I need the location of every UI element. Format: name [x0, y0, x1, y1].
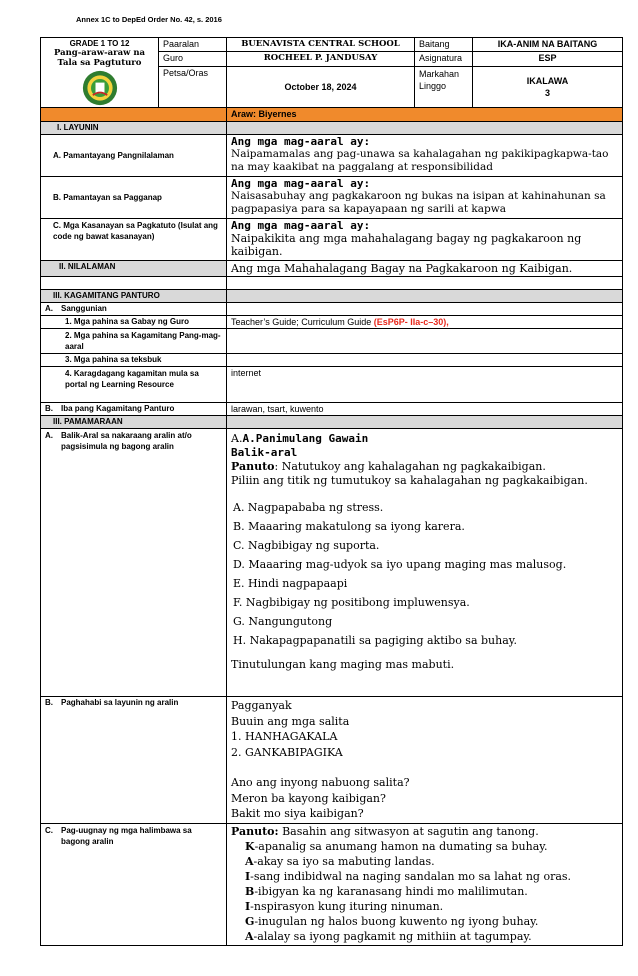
date-label: Petsa/Oras — [159, 66, 227, 107]
pagganyak-line: Meron ba kayong kaibigan? — [231, 791, 386, 805]
pagganap-title: Ang mga mag-aaral ay: — [231, 177, 371, 190]
acrostic-line: A-akay sa iyo sa mabuting landas. — [245, 854, 435, 868]
layunin-heading: I. LAYUNIN — [41, 122, 227, 135]
pag-uugnay-text: Pag-uugnay ng mga halimbawa sa bagong aralin — [61, 825, 192, 846]
pagganap-label: B. Pamantayan sa Pagganap — [41, 177, 227, 219]
pagganyak-line: Bakit mo siya kaibigan? — [231, 807, 364, 820]
choice-item: F. Nagbibigay ng positibong impluwensya. — [233, 596, 470, 609]
iba-text: Iba pang Kagamitang Panturo — [61, 404, 175, 413]
acrostic-line: I-nspirasyon kung ituring ninuman. — [245, 899, 444, 913]
paghahabi-content — [227, 697, 623, 824]
acrostic-line: K-apanalig sa anumang hamon na dumating sa buhay. — [245, 839, 548, 853]
school-value: BUENAVISTA CENTRAL SCHOOL — [227, 38, 415, 52]
subject-value: ESP — [473, 52, 623, 66]
pagganap-content — [227, 177, 623, 219]
balik-aral-content — [227, 429, 623, 697]
s2-label: 2. Mga pahina sa Kagamitang Pang-mag-aaral — [41, 329, 227, 354]
balik-aral-text: Balik-Aral sa nakaraang aralin at/o pagsisimula ng bagong aralin — [61, 431, 192, 451]
sanggunian-text: Sanggunian — [61, 304, 107, 313]
iba-label: B. Iba pang Kagamitang Panturo — [41, 403, 227, 416]
grade-block — [41, 38, 159, 108]
choices-list — [231, 498, 618, 650]
layunin-spacer — [227, 122, 623, 135]
deped-seal-logo — [82, 70, 118, 106]
choice-item: H. Nakapagpapanatili sa pagiging aktibo sa buhay. — [233, 634, 518, 647]
balik-aral-sub: Balik-aral — [231, 446, 298, 459]
pagganyak-line: Buuin ang mga salita — [231, 714, 350, 728]
blank-row-left — [41, 277, 227, 290]
s4-label: 4. Karagdagang kagamitan mula sa portal ng Learning Resource — [41, 367, 227, 403]
blank-row-right — [227, 277, 623, 290]
day-label: Araw: Biyernes — [227, 108, 623, 122]
nilalaman-value: Ang mga Mahahalagang Bagay na Pagkakaroon ng Kaibigan. — [227, 261, 623, 277]
acrostic-line: A-alalay sa iyong pagkamit ng mithiin at tagumpay. — [245, 929, 532, 943]
pagganyak-line: Ano ang inyong nabuong salita? — [231, 776, 410, 789]
s4-value: internet — [227, 367, 623, 403]
s3-label: 3. Mga pahina sa teksbuk — [41, 354, 227, 367]
pamantayang-text: Naipamamalas ang pag-unawa sa kahalagahan ng pakikipagkapwa-tao na may kaakibat na paggalang at responsibilidad — [231, 148, 609, 173]
sanggunian-value — [227, 303, 623, 316]
s3-value — [227, 354, 623, 367]
pagganyak-line: 1. HANHAGAKALA — [231, 730, 338, 743]
pamamaraan-heading: III. PAMAMARAAN — [41, 416, 227, 429]
kasanayan-text: Naipakikita ang mga mahahalagang bagay ng pagkakaroon ng kaibigan. — [231, 232, 582, 258]
s1-label: 1. Mga pahina sa Gabay ng Guro — [41, 316, 227, 329]
quarter-value: IKALAWA — [526, 75, 569, 86]
grade-subtitle: Pang-araw-araw na Tala sa Pagtuturo — [53, 48, 146, 68]
subject-label: Asignatura — [415, 52, 473, 66]
grade-title: GRADE 1 TO 12 — [69, 39, 130, 48]
kasanayan-label: C. Mga Kasanayan sa Pagkatuto (Isulat ang code ng bawat kasanayan) — [41, 219, 227, 261]
pagganap-text: Naisasabuhay ang pagkakaroon ng bukas na isipan at kahinahunan sa pagpapasiya para sa kapayapaan ng sarili at kapwa — [231, 190, 606, 215]
balik-aral-label: A. Balik-Aral sa nakaraang aralin at/o pagsisimula ng bagong aralin — [41, 429, 227, 697]
s2-value — [227, 329, 623, 354]
week-value: 3 — [544, 87, 550, 98]
choice-item: C. Nagbibigay ng suporta. — [233, 539, 380, 552]
panimulang-title: A.A.Panimulang Gawain — [231, 432, 369, 445]
acrostic-line: B-ibigyan ka ng karanasang hindi mo malilimutan. — [245, 884, 528, 898]
annex-label: Annex 1C to DepEd Order No. 42, s. 2016 — [76, 15, 222, 24]
paghahabi-text: Paghahabi sa layunin ng aralin — [61, 698, 179, 707]
paghahabi-label: B. Paghahabi sa layunin ng aralin — [41, 697, 227, 824]
acrostic-line: G-inugulan ng halos buong kuwento ng iyong buhay. — [245, 914, 539, 928]
grade-level-label: Baitang — [415, 38, 473, 52]
pamantayang-content — [227, 135, 623, 177]
choice-item: B. Maaaring makatulong sa iyong karera. — [233, 520, 465, 533]
choice-item: A. Nagpapababa ng stress. — [233, 501, 384, 514]
s1-value-text: Teacher’s Guide; Curriculum Guide — [231, 317, 372, 327]
teacher-value: ROCHEEL P. JANDUSAY — [227, 52, 415, 66]
choice-item: G. Nangungutong — [233, 615, 333, 628]
acrostic-line: I-sang indibidwal na naging sandalan mo sa lahat ng oras. — [245, 869, 572, 883]
pagganyak-line: Pagganyak — [231, 699, 292, 712]
kagamitan-heading: III. KAGAMITANG PANTURO — [41, 290, 227, 303]
date-value: October 18, 2024 — [227, 66, 415, 107]
pag-uugnay-content — [227, 823, 623, 945]
pagganyak-line: 2. GANKABIPAGIKA — [231, 745, 343, 759]
quarter-cell — [473, 66, 623, 107]
pag-uugnay-label: C. Pag-uugnay ng mga halimbawa sa bagong aralin — [41, 823, 227, 945]
balik-aral-end: Tinutulungan kang maging mas mabuti. — [231, 658, 455, 671]
choice-item: E. Hindi nagpapaapi — [233, 577, 348, 590]
kagamitan-spacer — [227, 290, 623, 303]
panuto-instruction: Piliin ang titik ng tumutukoy sa kahalagahan ng pagkakaibigan. — [231, 474, 588, 487]
pag-uugnay-panuto: Panuto: Basahin ang sitwasyon at sagutin ang tanong. — [231, 824, 539, 838]
lesson-plan-table — [40, 37, 623, 946]
kasanayan-content — [227, 219, 623, 261]
pamantayang-label: A. Pamantayang Pangnilalaman — [41, 135, 227, 177]
sanggunian-label: A. Sanggunian — [41, 303, 227, 316]
kasanayan-title: Ang mga mag-aaral ay: — [231, 219, 371, 232]
pamantayang-title: Ang mga mag-aaral ay: — [231, 135, 371, 148]
pagganyak-blank — [231, 760, 618, 775]
s1-code: (EsP6P- IIa-c–30), — [373, 317, 449, 327]
s1-value — [227, 316, 623, 329]
nilalaman-label: II. NILALAMAN — [41, 261, 227, 277]
panuto-line: Panuto: Natutukoy ang kahalagahan ng pagkakaibigan. — [231, 460, 546, 473]
choice-item: D. Maaaring mag-udyok sa iyo upang maging mas malusog. — [233, 558, 567, 571]
school-label: Paaralan — [159, 38, 227, 52]
quarter-label: Markahan Linggo — [415, 66, 473, 107]
grade-level-value: IKA-ANIM NA BAITANG — [473, 38, 623, 52]
iba-value: larawan, tsart, kuwento — [227, 403, 623, 416]
pamamaraan-spacer — [227, 416, 623, 429]
day-spacer — [41, 108, 227, 122]
teacher-label: Guro — [159, 52, 227, 66]
